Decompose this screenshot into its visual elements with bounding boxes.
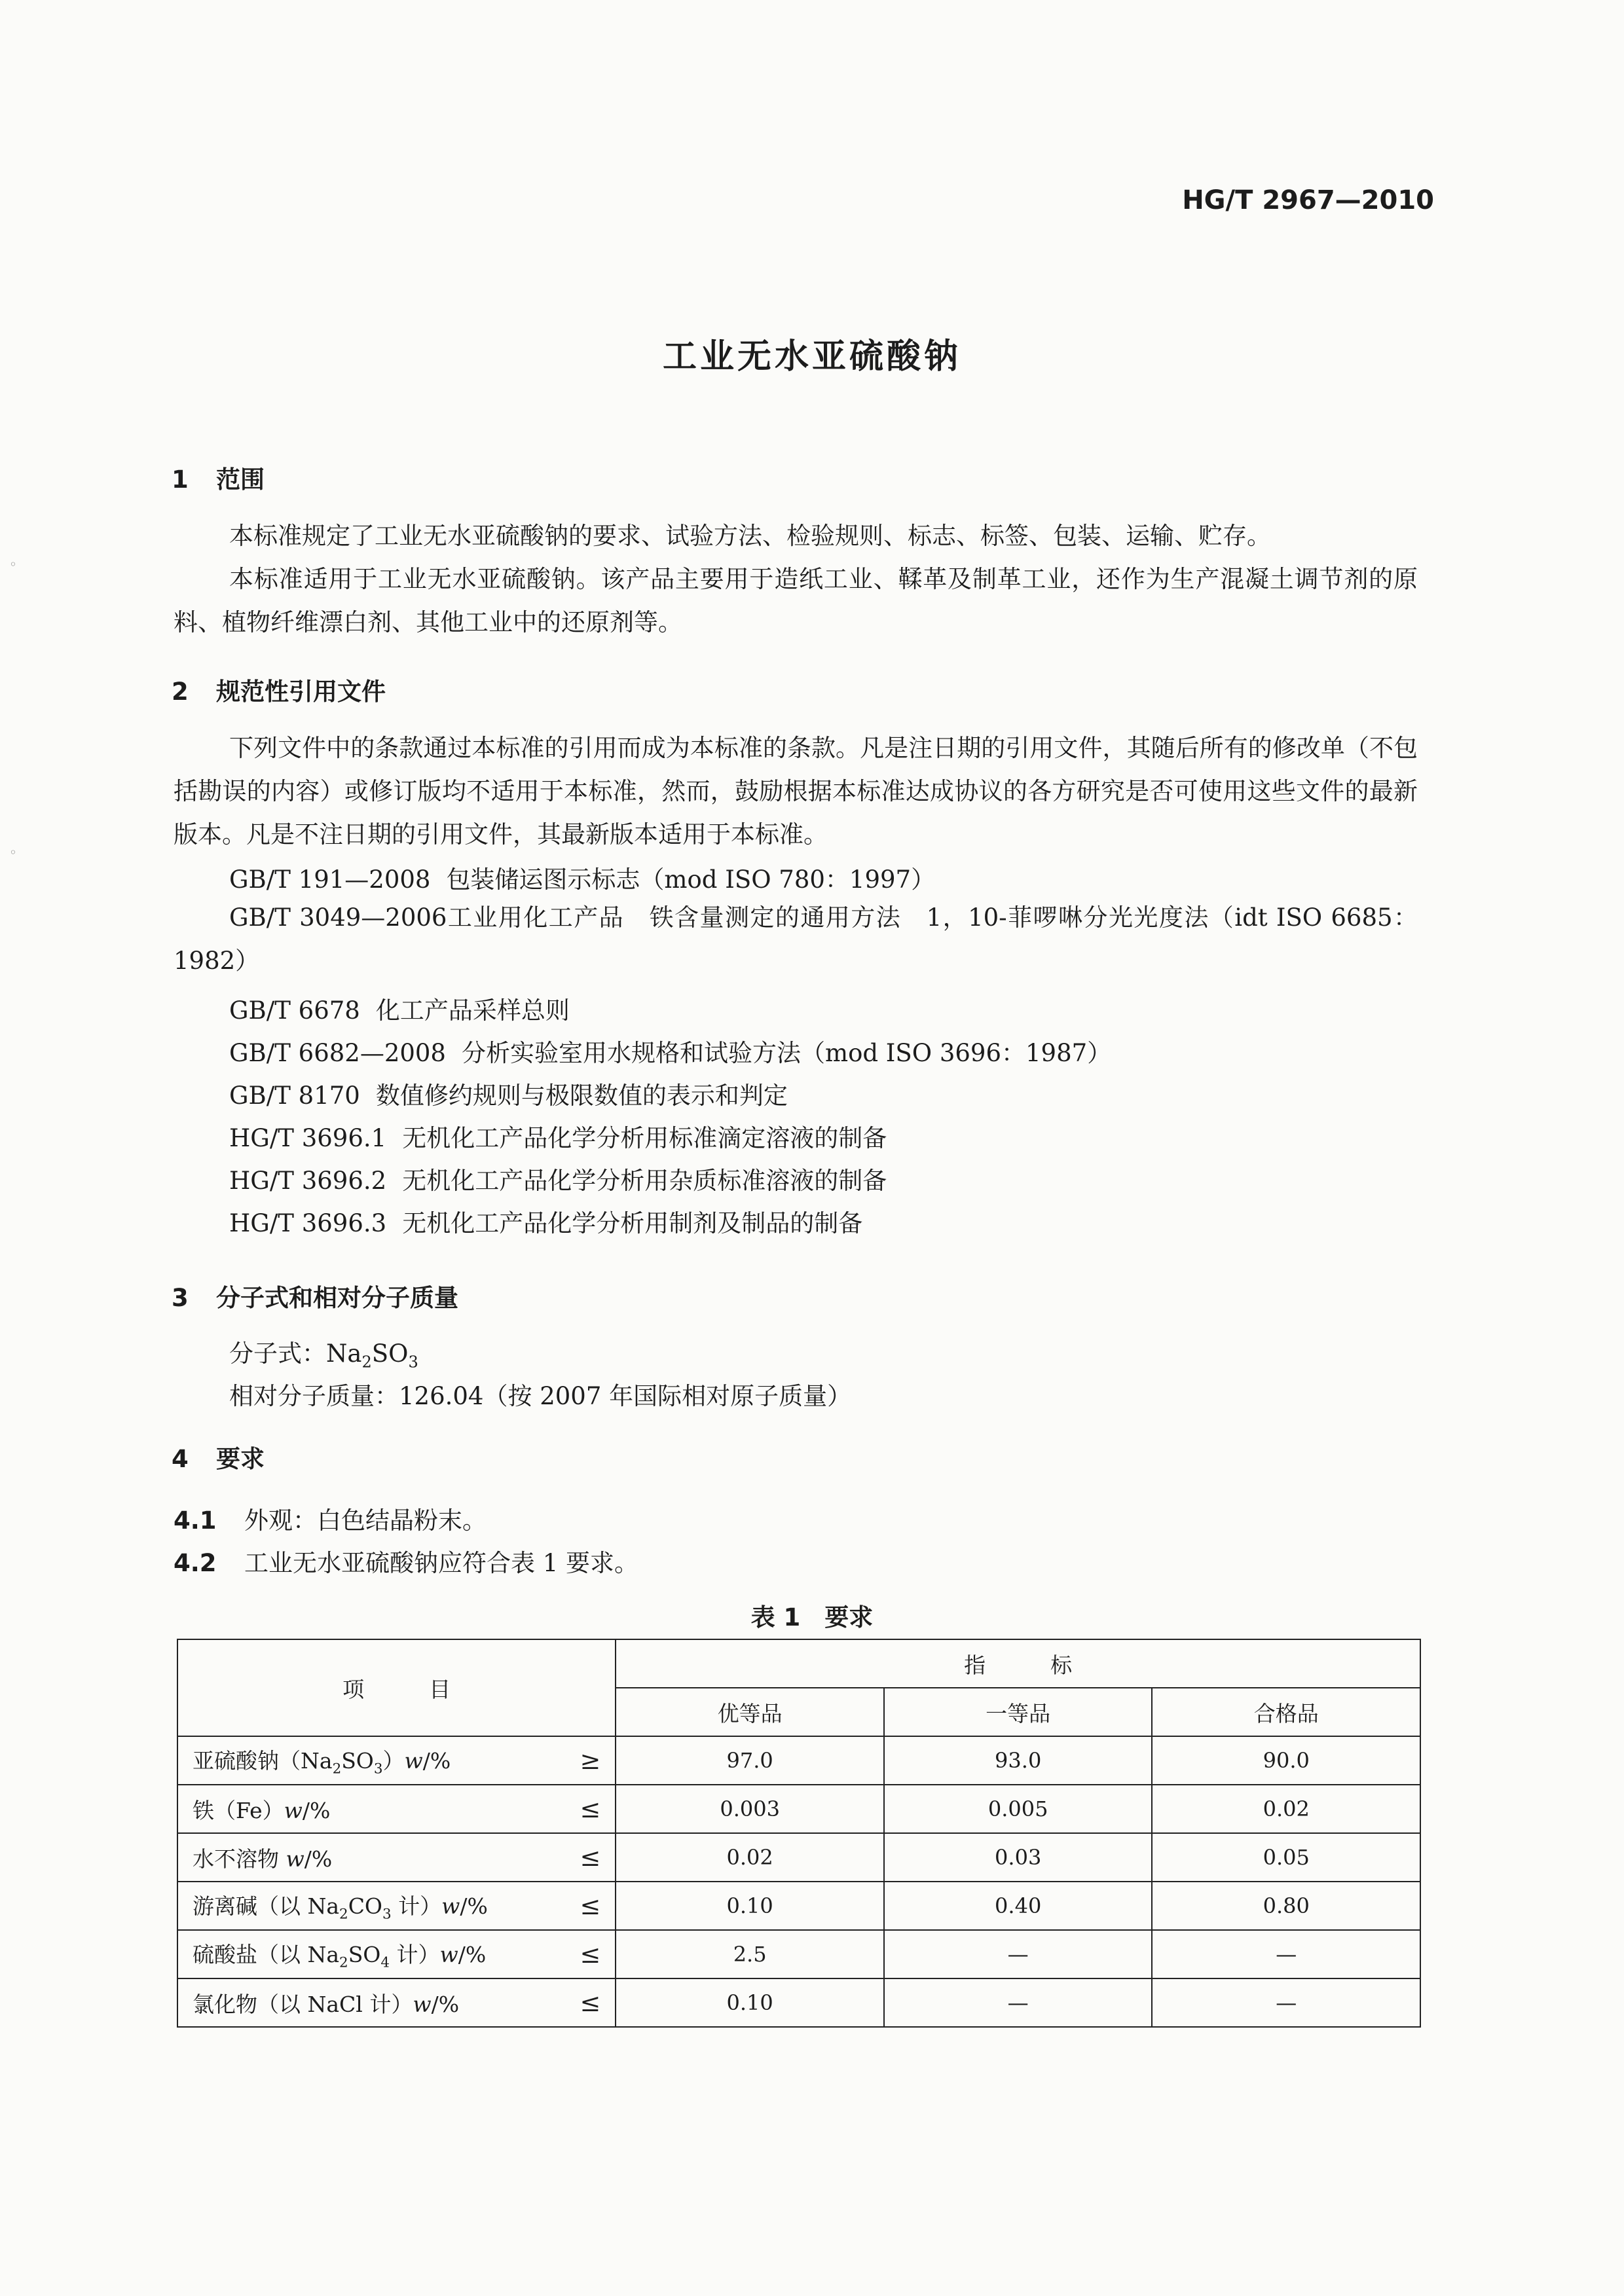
comparison-sign: ≥	[580, 1746, 601, 1775]
section-title: 要求	[216, 1445, 265, 1473]
reference-item	[229, 1161, 887, 1196]
formula-part: Na	[326, 1339, 362, 1368]
comparison-sign: ≤	[580, 1795, 601, 1823]
section-number: 2	[172, 678, 189, 706]
section-number: 3	[172, 1284, 189, 1312]
item-unit-symbol: w	[413, 1991, 432, 2017]
reference-text: 分析实验室用水规格和试验方法（mod ISO 3696：1987）	[461, 1039, 1112, 1067]
item-text: CO	[348, 1893, 382, 1919]
section-number: 1	[172, 465, 189, 494]
item-unit: /%	[302, 1797, 331, 1823]
reference-text: 无机化工产品化学分析用制剂及制品的制备	[402, 1209, 863, 1237]
value-cell: 97.0	[616, 1736, 884, 1785]
section-number: 4	[172, 1445, 189, 1473]
section-2-heading	[172, 672, 386, 707]
formula-subscript: 3	[408, 1353, 418, 1372]
item-cell	[177, 1930, 616, 1978]
item-name	[193, 1889, 488, 1923]
header-item: 项 目	[177, 1639, 616, 1736]
section-1-paragraph-1: 本标准规定了工业无水亚硫酸钠的要求、试验方法、检验规则、标志、标签、包装、运输、贮存。	[229, 522, 1271, 550]
item-text: 铁（Fe）	[193, 1797, 284, 1823]
table-row	[177, 1978, 1420, 2027]
reference-text: 工业用化工产品 铁含量测定的通用方法 1，10-菲啰啉分光光度法（idt ISO 6685：1982）	[174, 903, 1418, 975]
reference-code: GB/T 191—2008	[229, 866, 431, 894]
reference-code: GB/T 6682—2008	[229, 1039, 446, 1067]
item-subscript: 2	[332, 1760, 342, 1777]
molecular-mass: 相对分子质量：126.04（按 2007 年国际相对原子质量）	[229, 1382, 852, 1410]
table-row	[177, 1882, 1420, 1930]
item-subscript: 3	[382, 1906, 392, 1923]
requirements-table	[177, 1639, 1421, 2028]
value-cell: 0.02	[1152, 1785, 1420, 1833]
comparison-sign: ≤	[580, 1891, 601, 1920]
item-subscript: 3	[373, 1760, 383, 1777]
reference-text: 无机化工产品化学分析用标准滴定溶液的制备	[402, 1124, 887, 1152]
header-grade: 一等品	[884, 1688, 1153, 1736]
standard-code: HG/T 2967—2010	[1182, 185, 1434, 215]
value-cell: 93.0	[884, 1736, 1153, 1785]
section-title: 范围	[216, 465, 265, 494]
formula-label: 分子式：	[229, 1339, 326, 1368]
value-cell: 0.10	[616, 1978, 884, 2027]
section-title: 分子式和相对分子质量	[216, 1284, 458, 1312]
value-cell: —	[1152, 1930, 1420, 1978]
item-text: 亚硫酸钠（Na	[193, 1747, 333, 1774]
value-cell: —	[884, 1978, 1153, 2027]
table-row	[177, 1736, 1420, 1785]
formula-part: SO	[371, 1339, 409, 1368]
header-grade: 优等品	[616, 1688, 884, 1736]
item-text: ）	[382, 1747, 405, 1774]
item-unit: /%	[460, 1893, 488, 1919]
comparison-sign: ≤	[580, 1843, 601, 1872]
header-index-group: 指 标	[616, 1639, 1420, 1688]
reference-code: GB/T 6678	[229, 996, 360, 1025]
reference-code: HG/T 3696.3	[229, 1209, 387, 1237]
item-cell	[177, 1736, 616, 1785]
value-cell: —	[884, 1930, 1153, 1978]
value-cell: 2.5	[616, 1930, 884, 1978]
item-unit: /%	[422, 1747, 451, 1774]
molecular-formula	[229, 1334, 418, 1371]
item-text: 氯化物（以 NaCl 计）	[193, 1991, 413, 2017]
comparison-sign: ≤	[580, 1940, 601, 1969]
comparison-sign: ≤	[580, 1988, 601, 2017]
item-name	[193, 1842, 332, 1873]
section-title: 规范性引用文件	[216, 678, 386, 706]
item-text: 水不溶物	[193, 1846, 286, 1872]
value-cell: 0.02	[616, 1833, 884, 1882]
header-grade: 合格品	[1152, 1688, 1420, 1736]
reference-code: HG/T 3696.2	[229, 1167, 387, 1195]
item-unit-symbol: w	[284, 1797, 303, 1823]
document-title: 工业无水亚硫酸钠	[662, 337, 961, 376]
item-unit-symbol: w	[441, 1893, 460, 1919]
reference-item	[229, 1076, 788, 1111]
item-name	[193, 1744, 451, 1777]
section-3-heading	[172, 1278, 458, 1313]
reference-code: HG/T 3696.1	[229, 1124, 387, 1152]
reference-item	[174, 896, 1418, 983]
item-cell	[177, 1833, 616, 1882]
scan-speck: ◦	[9, 556, 17, 572]
table-row	[177, 1785, 1420, 1833]
item-unit-symbol: w	[286, 1846, 304, 1872]
reference-text: 化工产品采样总则	[375, 996, 570, 1025]
item-cell	[177, 1882, 616, 1930]
item-unit: /%	[431, 1991, 460, 2017]
item-text: 硫酸盐（以 Na	[193, 1941, 340, 1967]
clause-4-2	[174, 1543, 638, 1578]
reference-item	[229, 1118, 887, 1154]
item-text: 计）	[391, 1893, 442, 1919]
value-cell: 0.80	[1152, 1882, 1420, 1930]
clause-number: 4.2	[174, 1549, 217, 1577]
section-1-paragraph-2: 本标准适用于工业无水亚硫酸钠。该产品主要用于造纸工业、鞣革及制革工业，还作为生产混凝土调节剂的原料、植物纤维漂白剂、其他工业中的还原剂等。	[174, 565, 1418, 636]
item-name	[193, 1988, 459, 2018]
item-cell	[177, 1978, 616, 2027]
reference-item	[229, 991, 570, 1026]
value-cell: 90.0	[1152, 1736, 1420, 1785]
item-text: 游离碱（以 Na	[193, 1893, 340, 1919]
item-unit: /%	[458, 1941, 487, 1967]
reference-item	[229, 1203, 862, 1239]
reference-text: 数值修约规则与极限数值的表示和判定	[375, 1082, 788, 1110]
value-cell: 0.05	[1152, 1833, 1420, 1882]
formula-subscript: 2	[361, 1353, 372, 1372]
clause-4-1	[174, 1501, 487, 1536]
table-caption: 表 1 要求	[750, 1603, 874, 1631]
clause-text: 工业无水亚硫酸钠应符合表 1 要求。	[244, 1549, 639, 1577]
item-text: SO	[341, 1747, 374, 1774]
section-1-heading	[172, 460, 265, 495]
scan-speck: ◦	[9, 845, 17, 860]
table-header-row	[177, 1639, 1420, 1688]
reference-code: GB/T 8170	[229, 1082, 360, 1110]
value-cell: 0.003	[616, 1785, 884, 1833]
reference-text: 包装储运图示标志（mod ISO 780：1997）	[446, 866, 936, 894]
item-unit: /%	[304, 1846, 333, 1872]
value-cell: 0.005	[884, 1785, 1153, 1833]
item-subscript: 2	[339, 1906, 348, 1923]
reference-text: 无机化工产品化学分析用杂质标准溶液的制备	[402, 1167, 887, 1195]
item-text: 计）	[390, 1941, 440, 1967]
clause-text: 外观：白色结晶粉末。	[244, 1506, 487, 1535]
clause-number: 4.1	[174, 1506, 217, 1535]
item-cell	[177, 1785, 616, 1833]
section-2-intro: 下列文件中的条款通过本标准的引用而成为本标准的条款。凡是注日期的引用文件，其随后所有的修改单（不包括勘误的内容）或修订版均不适用于本标准，然而，鼓励根据本标准达成协议的各方研究是否可使用这些文件的最新版本。凡是不注日期的引用文件，其最新版本适用于本标准。	[174, 734, 1418, 848]
reference-code: GB/T 3049—2006	[229, 903, 447, 932]
item-subscript: 2	[339, 1954, 348, 1971]
reference-item	[229, 860, 935, 895]
reference-item	[229, 1033, 1111, 1068]
item-name	[193, 1794, 330, 1825]
item-unit-symbol: w	[439, 1941, 458, 1967]
value-cell: 0.10	[616, 1882, 884, 1930]
item-subscript: 4	[380, 1954, 390, 1971]
section-4-heading	[172, 1439, 265, 1474]
table-row	[177, 1833, 1420, 1882]
item-unit-symbol: w	[404, 1747, 423, 1774]
value-cell: —	[1152, 1978, 1420, 2027]
value-cell: 0.03	[884, 1833, 1153, 1882]
value-cell: 0.40	[884, 1882, 1153, 1930]
table-row	[177, 1930, 1420, 1978]
item-name	[193, 1938, 486, 1971]
item-text: SO	[348, 1941, 381, 1967]
